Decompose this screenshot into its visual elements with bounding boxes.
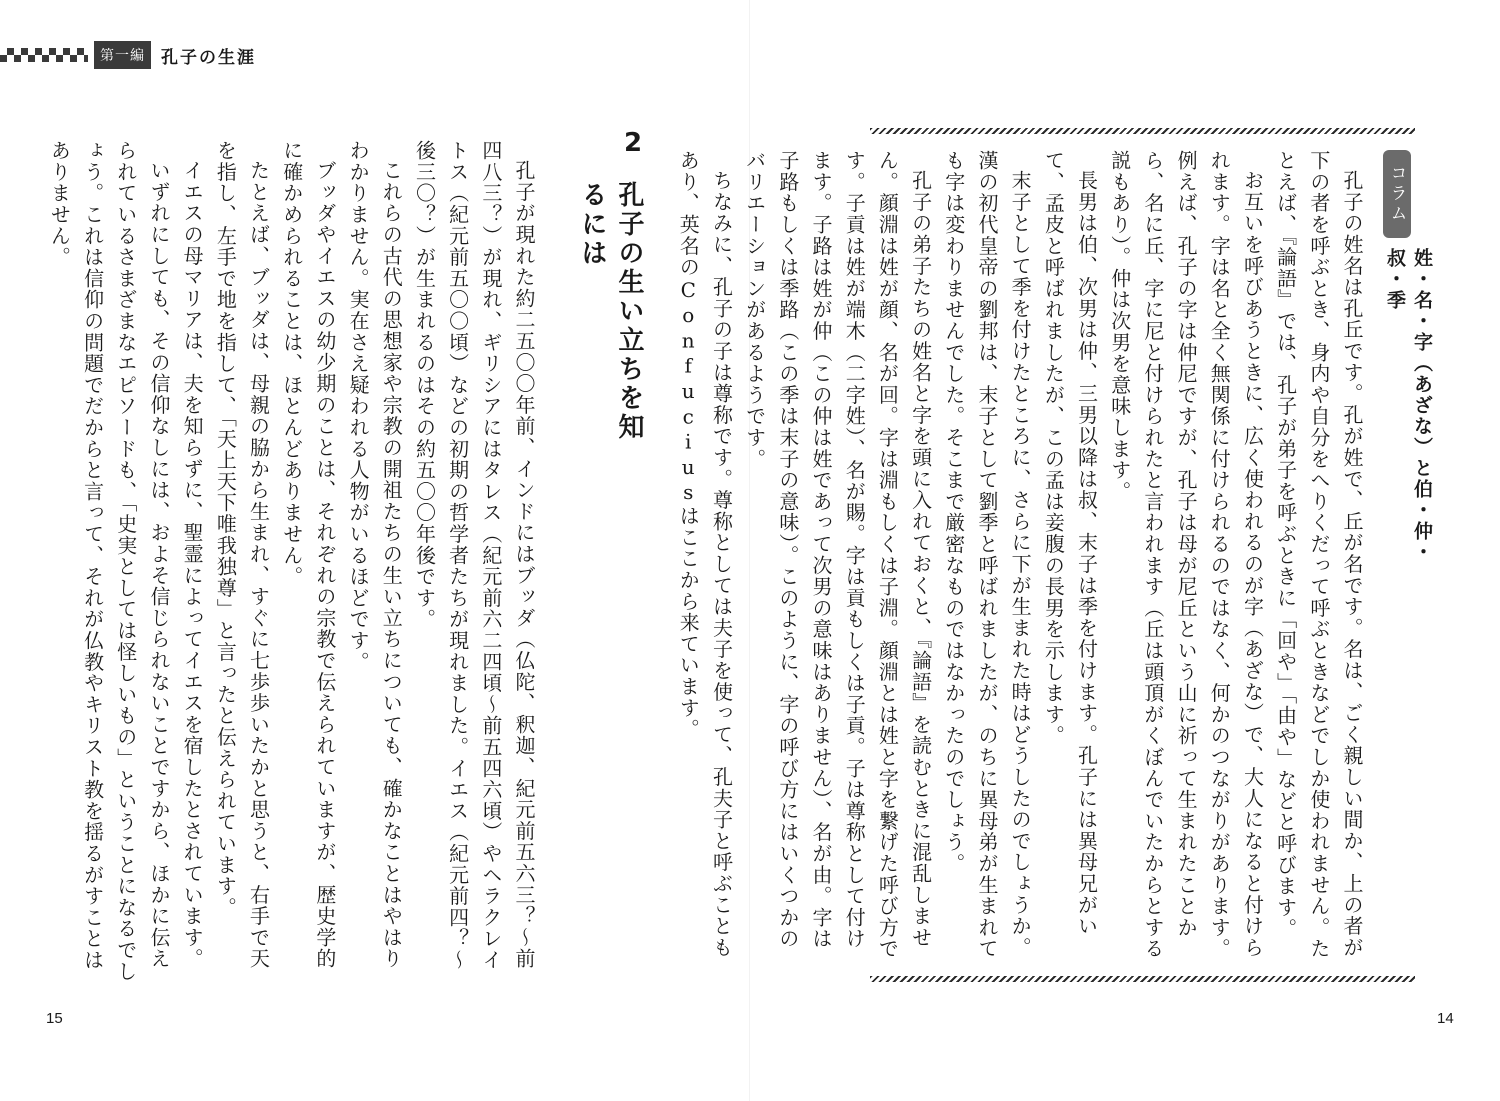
paragraph: これらの古代の思想家や宗教の開祖たちの生い立ちについても、確かなことはやはりわかりません。実在さえ疑われる人物がいるほどです。 bbox=[346, 140, 404, 970]
page-number-right: 14 bbox=[1437, 1010, 1454, 1027]
right-body-text bbox=[676, 150, 1368, 970]
section-title: 孔子の生い立ちを知るには bbox=[577, 181, 644, 442]
running-header bbox=[0, 40, 256, 70]
paragraph: 孔子の弟子たちの姓名と字を頭に入れておくと、『論語』を読むときに混乱しません。顔淵は姓が顔、名が回。字は淵もしくは子淵。顔淵とは姓と字を繋げた呼び方です。子貢は姓が端木（二字姓）、名が賜。字は貢もしくは子貢。子は尊称として付けます。子路は姓が仲（この仲は姓であって次男の意味はありません）、名が由。字は子路もしくは季路（この季は末子の意味）。このように、字の呼び方にはいくつかのバリエーションがあるようです。 bbox=[742, 150, 933, 960]
column-tag: コラム bbox=[1383, 150, 1411, 238]
section-number: 2 bbox=[618, 128, 648, 161]
paragraph: 末子として季を付けたところに、さらに下が生まれた時はどうしたのでしょうか。漢の初代皇帝の劉邦は、末子として劉季と呼ばれましたが、のちに異母弟が生まれても字は変わりませんでした。そこまで厳密なものではなかったのでしょう。 bbox=[941, 150, 1033, 960]
part-badge: 第一編 bbox=[94, 41, 151, 69]
paragraph: ブッダやイエスの幼少期のことは、それぞれの宗教で伝えられていますが、歴史学的に確かめられることは、ほとんどありません。 bbox=[279, 140, 337, 970]
paragraph: イエスの母マリアは、夫を知らずに、聖霊によってイエスを宿したとされています。 bbox=[180, 160, 205, 970]
paragraph: 孔子が現れた約二五〇〇年前、インドにはブッダ（仏陀、釈迦、紀元前五六三？〜前四八三？）が現れ、ギリシアにはタレス（紀元前六二四頃〜前五四六頃）やヘラクレイトス（紀元前五〇〇頃）などの初期の哲学者たちが現れました。イエス（紀元前四？〜後三〇？）が生まれるのはその約五〇〇年後です。 bbox=[412, 140, 536, 971]
paragraph: ちなみに、孔子の子は尊称です。尊称としては夫子を使って、孔夫子と呼ぶこともあり、英名のConfuciusはここから来ています。 bbox=[676, 150, 734, 959]
part-title: 孔子の生涯 bbox=[161, 47, 256, 68]
paragraph: 長男は伯、次男は仲、三男以降は叔、末子は季を付けます。孔子には異母兄がいて、孟皮と呼ばれましたが、この孟は妾腹の長男を示します。 bbox=[1041, 150, 1099, 937]
paragraph: 孔子の姓名は孔丘です。孔が姓で、丘が名です。名は、ごく親しい間か、上の者が下の者を呼ぶとき、身内や自分をへりくだって呼ぶときなどでしか使われません。たとえば、『論語』では、孔子が弟子を呼ぶときに「回や」「由や」などと呼びます。 bbox=[1273, 150, 1364, 960]
column-rule-bottom bbox=[870, 976, 1415, 982]
left-body-text bbox=[47, 140, 540, 990]
column-rule-top bbox=[870, 128, 1415, 134]
paragraph: お互いを呼びあうときに、広く使われるのが字（あざな）で、大人になると付けられます。字は名と全く無関係に付けられるのではなく、何かのつながりがあります。例えば、孔子の字は仲尼ですが、孔子は母が尼丘という山に祈って生まれたことから、名に丘、字に尼と付けられたと言われます（丘は頭頂がくぼんでいたからとする説もあり）。仲は次男を意味します。 bbox=[1107, 150, 1265, 960]
column-title: 姓・名・字（あざな）と伯・仲・叔・季 bbox=[1384, 248, 1433, 563]
paragraph: いずれにしても、その信仰なしには、およそ信じられないことですから、ほかに伝えられているさまざまなエピソードも、「史実としては怪しいもの」ということになるでしょう。これは信仰の問題でだからと言って、それが仏教やキリスト教を揺るがすことはありません。 bbox=[47, 140, 171, 982]
page-number-left: 15 bbox=[46, 1010, 63, 1027]
paragraph: たとえば、ブッダは、母親の脇から生まれ、すぐに七歩歩いたかと思うと、右手で天を指し、左手で地を指して、「天上天下唯我独尊」と言ったと伝えられています。 bbox=[213, 140, 271, 970]
section-heading bbox=[574, 128, 648, 458]
checker-ornament bbox=[0, 48, 88, 62]
